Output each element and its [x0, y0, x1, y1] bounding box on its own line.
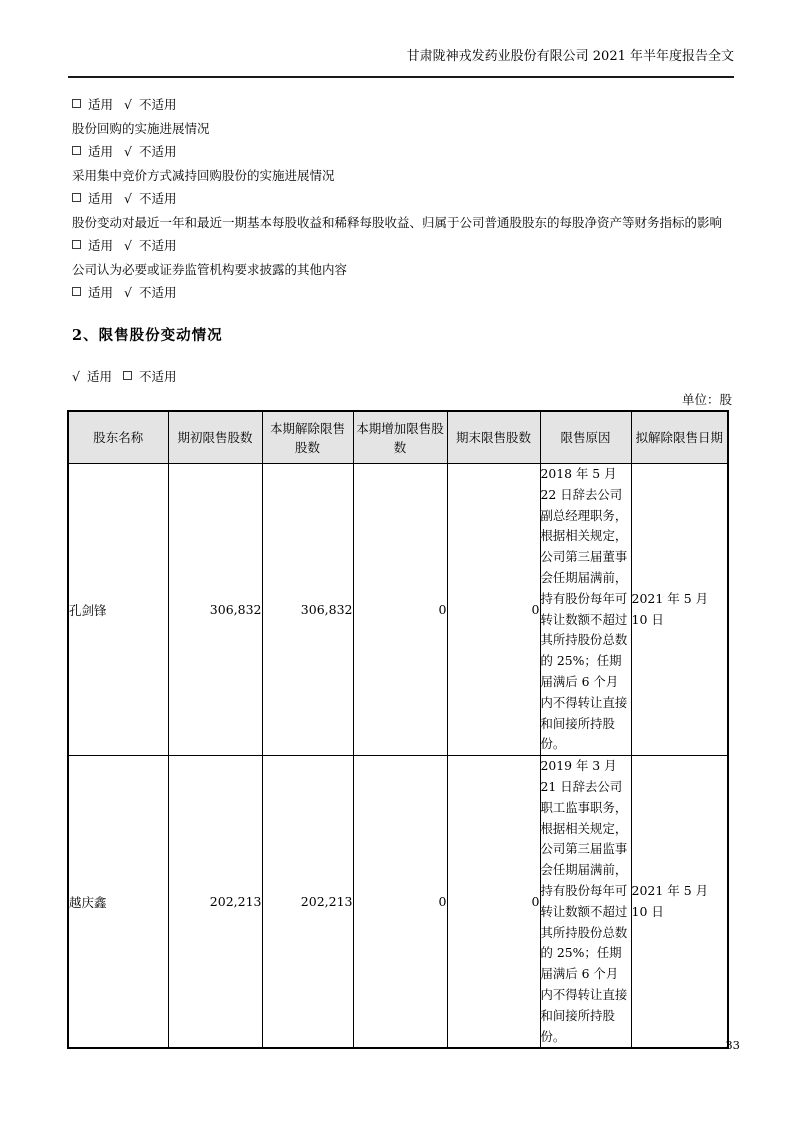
check-mark-icon: √ [124, 144, 132, 159]
cell-reason: 2019 年 3 月 21 日辞去公司职工监事职务，根据相关规定，公司第三届监事会任期届满前，持有股份每年可转让数额不超过其所持股份总数的 25%；任期届满后 6 个月内不得转让直接和间接所持股份。 [540, 756, 631, 1049]
cell-released: 306,832 [262, 464, 353, 756]
apply-label: 适用 [88, 238, 114, 253]
apply-label: 适用 [88, 144, 114, 159]
not-apply-label: 不适用 [138, 144, 177, 159]
cell-shareholder: 越庆鑫 [68, 756, 168, 1049]
page-number: 33 [725, 1038, 740, 1052]
cell-released: 202,213 [262, 756, 353, 1049]
applicability-line-4 [72, 234, 740, 258]
col-header-release-date: 拟解除限售日期 [631, 411, 728, 464]
check-mark-icon: √ [124, 191, 132, 206]
body-text [72, 93, 740, 305]
section-heading: 2、限售股份变动情况 [72, 327, 223, 344]
cell-ending: 0 [447, 464, 540, 756]
col-header-shareholder: 股东名称 [68, 411, 168, 464]
col-header-reason: 限售原因 [540, 411, 631, 464]
not-apply-label: 不适用 [138, 97, 177, 112]
not-apply-label: 不适用 [138, 191, 177, 206]
col-header-initial: 期初限售股数 [168, 411, 262, 464]
cell-ending: 0 [447, 756, 540, 1049]
other-disclosure-text: 公司认为必要或证券监管机构要求披露的其他内容 [72, 261, 348, 277]
auction-reduction-text: 采用集中竞价方式减持回购股份的实施进展情况 [72, 167, 335, 183]
not-apply-label: 不适用 [138, 369, 177, 384]
cell-release-date: 2021 年 5 月 10 日 [631, 756, 728, 1049]
table-row [68, 756, 728, 1049]
col-header-ending: 期末限售股数 [447, 411, 540, 464]
unchecked-box-icon [72, 193, 81, 202]
apply-label: 适用 [86, 369, 112, 384]
restricted-shares-table [67, 410, 729, 1049]
applicability-line-5 [72, 281, 740, 305]
col-header-released: 本期解除限售股数 [262, 411, 353, 464]
unchecked-box-icon [72, 240, 81, 249]
unit-label: 单位：股 [681, 392, 732, 407]
check-mark-icon: √ [124, 238, 132, 253]
cell-initial: 202,213 [168, 756, 262, 1049]
table-header-row [68, 411, 728, 464]
applicability-line-1 [72, 93, 740, 117]
cell-increased: 0 [353, 756, 447, 1049]
check-mark-icon: √ [124, 97, 132, 112]
cell-initial: 306,832 [168, 464, 262, 756]
cell-increased: 0 [353, 464, 447, 756]
apply-label: 适用 [88, 285, 114, 300]
apply-label: 适用 [88, 97, 114, 112]
document-title: 甘肃陇神戎发药业股份有限公司 2021 年半年度报告全文 [406, 49, 734, 64]
share-change-impact-label [72, 211, 740, 235]
applicability-line-3 [72, 187, 740, 211]
applicability-line-checked [72, 367, 177, 385]
applicability-line-2 [72, 140, 740, 164]
col-header-increased: 本期增加限售股数 [353, 411, 447, 464]
unchecked-box-icon [72, 146, 81, 155]
check-mark-icon: √ [72, 369, 80, 384]
cell-reason: 2018 年 5 月 22 日辞去公司副总经理职务，根据相关规定，公司第三届董事会任期届满前，持有股份每年可转让数额不超过其所持股份总数的 25%；任期届满后 6 个月内不得转让直接和间接所持股份。 [540, 464, 631, 756]
unchecked-box-icon [72, 287, 81, 296]
apply-label: 适用 [88, 191, 114, 206]
other-disclosure-label [72, 258, 740, 282]
not-apply-label: 不适用 [138, 285, 177, 300]
document-header [68, 48, 734, 78]
table-row [68, 464, 728, 756]
cell-shareholder: 孔剑锋 [68, 464, 168, 756]
unchecked-box-icon [123, 371, 132, 380]
check-mark-icon: √ [124, 285, 132, 300]
restricted-shares-table-wrap [67, 410, 729, 1049]
buyback-progress-text: 股份回购的实施进展情况 [72, 120, 210, 136]
share-change-impact-text: 股份变动对最近一年和最近一期基本每股收益和稀释每股收益、归属于公司普通股股东的每股净资产等财务指标的影响 [72, 214, 723, 230]
cell-release-date: 2021 年 5 月 10 日 [631, 464, 728, 756]
auction-reduction-label [72, 164, 740, 188]
buyback-progress-label [72, 117, 740, 141]
unchecked-box-icon [72, 99, 81, 108]
not-apply-label: 不适用 [138, 238, 177, 253]
